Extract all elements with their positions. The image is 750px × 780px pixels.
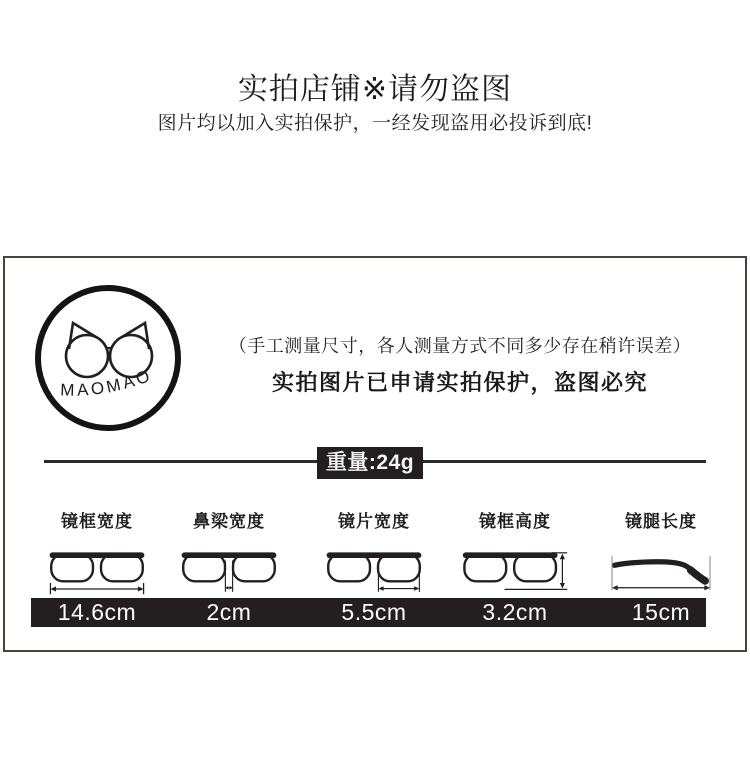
measure-label: 鼻梁宽度 — [193, 512, 265, 531]
glasses-frame-height-icon — [449, 537, 581, 595]
measure-value: 14.6cm — [57, 599, 137, 625]
glasses-temple-length-icon — [595, 537, 727, 595]
measure-value: 15cm — [631, 599, 691, 625]
page-title: 实拍店铺※请勿盗图 — [237, 73, 513, 106]
measure-col-lens-width — [308, 511, 440, 627]
measure-value: 2cm — [206, 599, 252, 625]
measure-col-frame-height — [449, 511, 581, 627]
brand-text: MAOMAO — [60, 365, 155, 400]
glasses-lens-width-icon — [308, 537, 440, 595]
measure-label: 镜框宽度 — [61, 512, 133, 531]
brand-logo — [31, 281, 185, 435]
measure-label: 镜片宽度 — [338, 512, 410, 531]
weight-badge: 重量:24g — [317, 447, 423, 479]
measure-value: 5.5cm — [341, 599, 407, 625]
measure-col-bridge-width — [163, 511, 295, 627]
measure-col-frame-width — [31, 511, 163, 627]
measure-label: 镜腿长度 — [625, 512, 697, 531]
copyright-notice: 实拍图片已申请实拍保护，盗图必究 — [271, 370, 648, 395]
measurement-disclaimer: （手工测量尺寸，各人测量方式不同多少存在稍许误差） — [228, 336, 692, 356]
glasses-bridge-width-icon — [163, 537, 295, 595]
measure-col-temple-length — [595, 511, 727, 627]
measure-label: 镜框高度 — [479, 512, 551, 531]
page-subtitle: 图片均以加入实拍保护，一经发现盗用必投诉到底! — [157, 113, 593, 134]
glasses-frame-width-icon — [31, 537, 163, 595]
measure-value: 3.2cm — [482, 599, 548, 625]
